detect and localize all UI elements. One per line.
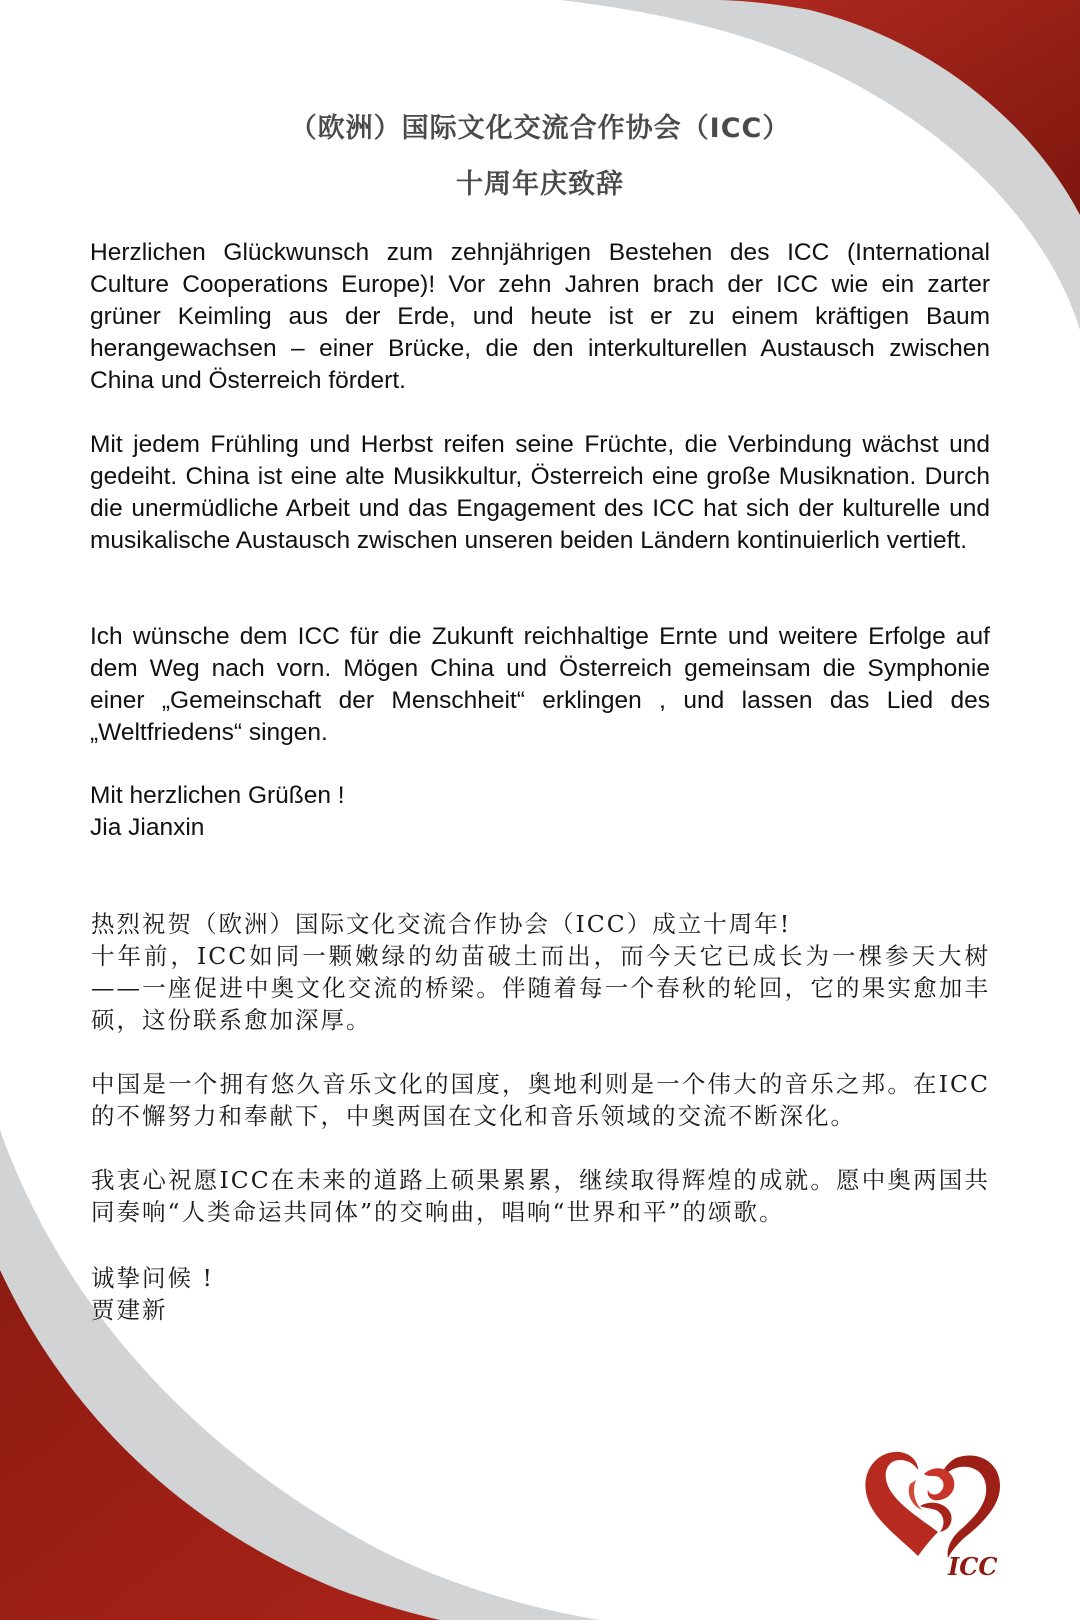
chinese-paragraph-1-body: 十年前，ICC如同一颗嫩绿的幼苗破土而出，而今天它已成长为一棵参天大树——一座促进中奥文化交流的桥梁。伴随着每一个春秋的轮回，它的果实愈加丰硕，这份联系愈加深厚。 <box>91 942 990 1034</box>
chinese-paragraph-1 <box>91 908 990 1036</box>
german-paragraph-2: Mit jedem Frühling und Herbst reifen seine Früchte, die Verbindung wächst und gedeiht. China ist eine alte Musikkultur, Österreich eine große Musiknation. Durch die unermüdliche Arbeit und das Engagement des ICC hat sich der kulturelle und musikalische Austausch zwischen unseren beiden Ländern kontinuierlich vertieft. <box>90 431 990 554</box>
german-paragraph-1: Herzlichen Glückwunsch zum zehnjährigen Bestehen des ICC (International Culture Cooperations Europe)! Vor zehn Jahren brach der ICC wie ein zarter grüner Keimling aus der Erde, und heute ist er zu einem kräftigen Baum herangewachsen – einer Brücke, die den interkulturellen Austausch zwischen China und Österreich fördert. <box>90 239 990 394</box>
chinese-paragraph-3: 我衷心祝愿ICC在未来的道路上硕果累累，继续取得辉煌的成就。愿中奥两国共同奏响“人类命运共同体”的交响曲，唱响“世界和平”的颂歌。 <box>91 1166 990 1226</box>
logo-text: ICC <box>948 1552 998 1580</box>
chinese-signature: 贾建新 <box>91 1296 168 1324</box>
german-paragraph-3: Ich wünsche dem ICC für die Zukunft reichhaltige Ernte und weitere Erfolge auf dem Weg nach vorn. Mögen China und Österreich gemeinsam die Symphonie einer „Gemeinschaft der Menschheit“ erklingen , und lassen das Lied des „Weltfriedens“ singen. <box>90 623 990 746</box>
document-subtitle: 十周年庆致辞 <box>456 169 624 200</box>
document-title: （欧洲）国际文化交流合作协会（ICC） <box>289 113 791 144</box>
german-signature: Jia Jianxin <box>90 814 205 841</box>
german-closing: Mit herzlichen Grüßen ! <box>90 782 345 809</box>
chinese-paragraph-1-heading: 热烈祝贺（欧洲）国际文化交流合作协会（ICC）成立十周年! <box>91 910 792 938</box>
chinese-paragraph-2: 中国是一个拥有悠久音乐文化的国度，奥地利则是一个伟大的音乐之邦。在ICC的不懈努力和奉献下，中奥两国在文化和音乐领域的交流不断深化。 <box>91 1070 990 1130</box>
heart-icon <box>865 1452 1000 1558</box>
icc-logo <box>860 1440 1030 1580</box>
chinese-closing: 诚挚问候 ! <box>91 1264 214 1292</box>
